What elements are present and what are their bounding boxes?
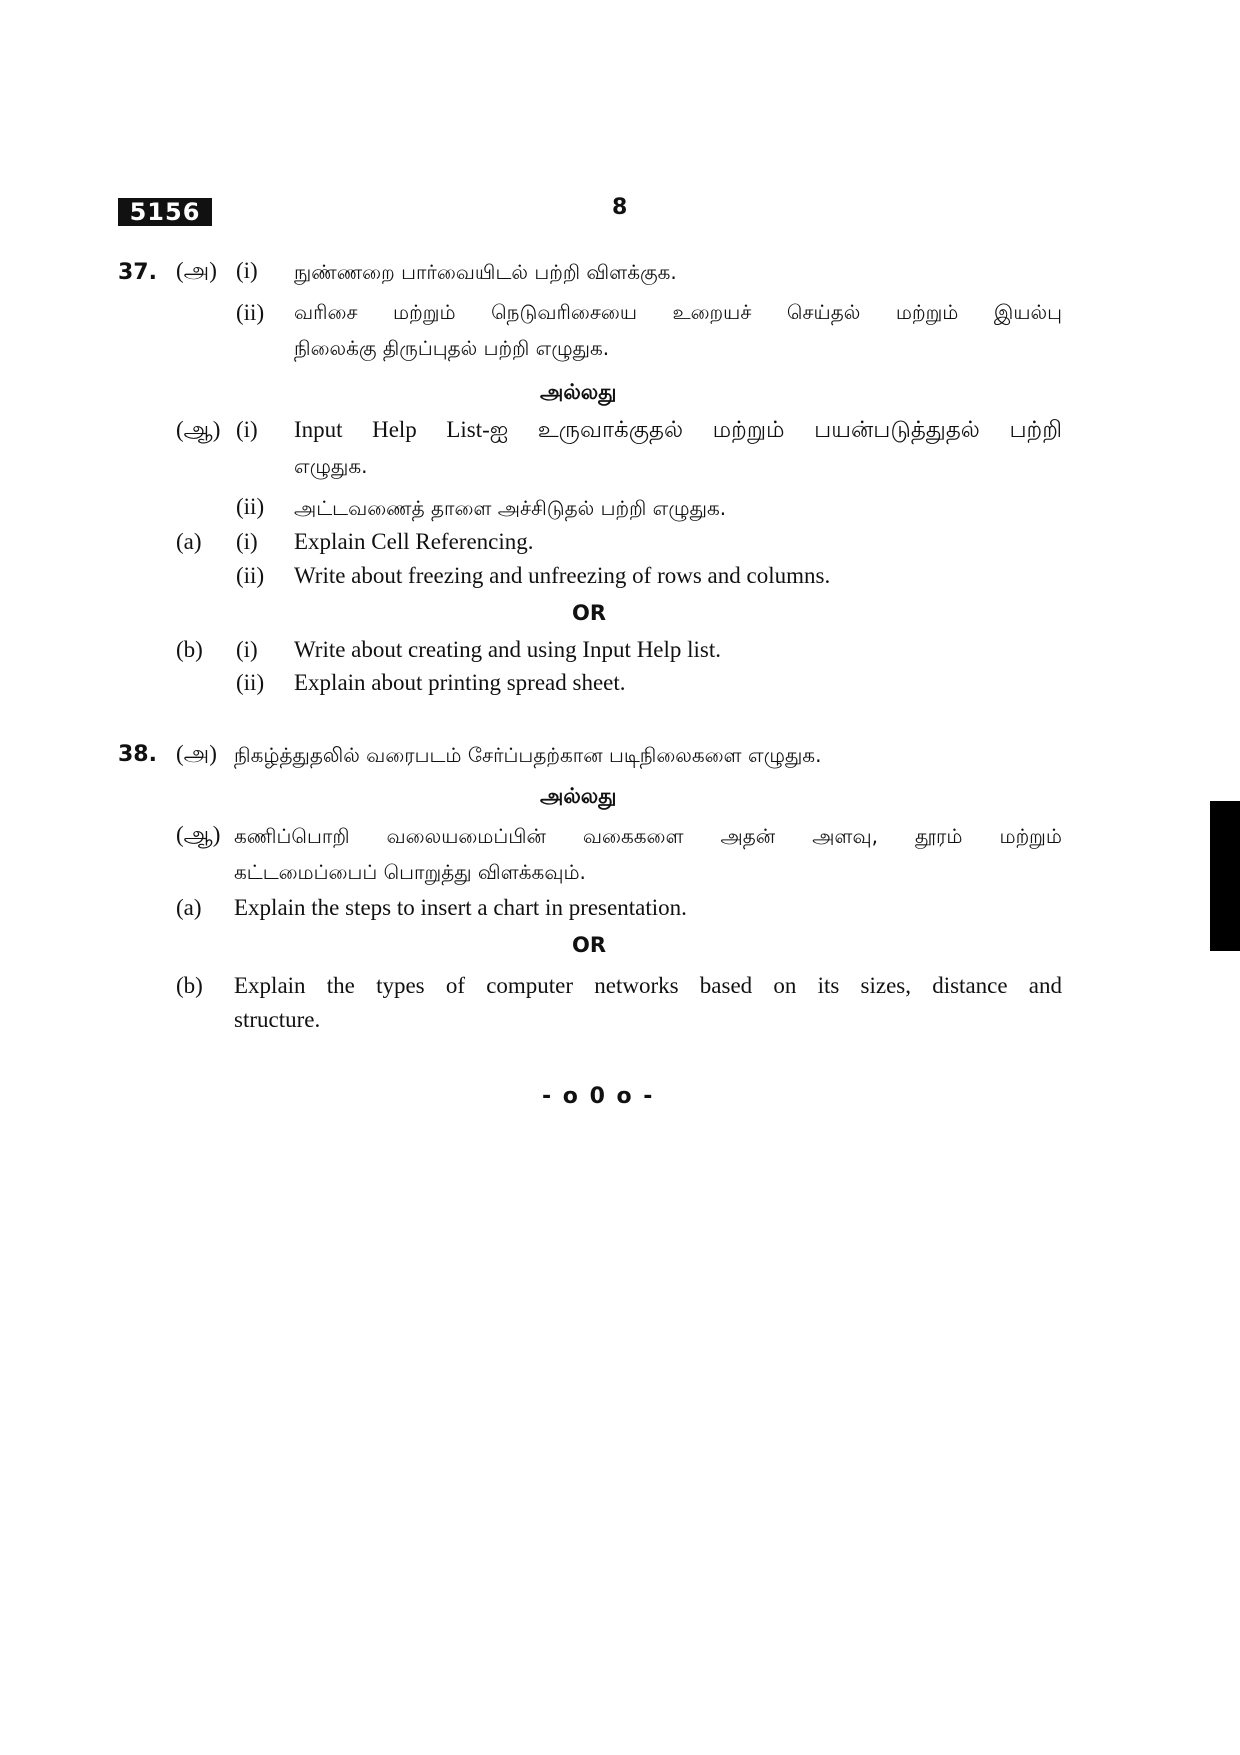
q37-or-ta: அல்லது <box>540 380 617 404</box>
q37-a-ta-ii-label: (ii) <box>236 300 265 325</box>
q37-b-en-ii-text: Explain about printing spread sheet. <box>294 670 626 695</box>
q37-b-en-i-label: (i) <box>236 637 258 662</box>
q37-b-ta-i-line2: எழுதுக. <box>294 454 368 478</box>
q37-b-ta-ii-label: (ii) <box>236 494 265 519</box>
q37-a-en-label: (a) <box>176 529 202 554</box>
question-37-number: 37. <box>118 260 157 285</box>
q37-or-en: OR <box>572 601 607 625</box>
question-38-number: 38. <box>118 742 157 767</box>
page-number: 8 <box>612 195 628 220</box>
end-of-paper-mark: - o 0 o - <box>542 1084 655 1109</box>
q37-a-ta-i-label: (i) <box>236 258 258 283</box>
q37-a-en-ii-label: (ii) <box>236 563 265 588</box>
q37-a-en-i-label: (i) <box>236 529 258 554</box>
q37-a-en-i-text: Explain Cell Referencing. <box>294 529 534 554</box>
q37-b-ta-ii-text: அட்டவணைத் தாளை அச்சிடுதல் பற்றி எழுதுக. <box>294 496 727 520</box>
q37-b-ta-label: (ஆ) <box>176 417 221 442</box>
q38-a-en-label: (a) <box>176 895 202 920</box>
q38-or-ta: அல்லது <box>540 784 617 808</box>
q37-a-ta-ii-line2: நிலைக்கு திருப்புதல் பற்றி எழுதுக. <box>294 336 610 360</box>
q38-b-en-line1: Explain the types of computer networks based on its sizes, distance and <box>234 973 1062 998</box>
q38-a-ta-label: (அ) <box>176 741 217 766</box>
page-edge-marker <box>1210 801 1240 951</box>
q38-b-ta-line1: கணிப்பொறி வலையமைப்பின் வகைகளை அதன் அளவு, தூரம் மற்றும் <box>234 824 1062 848</box>
q37-a-en-ii-text: Write about freezing and unfreezing of rows and columns. <box>294 563 831 588</box>
q37-a-ta-ii-line1: வரிசை மற்றும் நெடுவரிசையை உறையச் செய்தல் மற்றும் இயல்பு <box>294 300 1062 324</box>
q38-b-en-label: (b) <box>176 973 203 998</box>
q37-b-en-ii-label: (ii) <box>236 670 265 695</box>
q37-b-en-label: (b) <box>176 637 203 662</box>
q37-b-ta-i-label: (i) <box>236 417 258 442</box>
q38-a-ta-text: நிகழ்த்துதலில் வரைபடம் சேர்ப்பதற்கான படிநிலைகளை எழுதுக. <box>234 743 822 767</box>
paper-code-badge: 5156 <box>118 198 212 226</box>
q38-b-ta-label: (ஆ) <box>176 822 221 847</box>
q38-a-en-text: Explain the steps to insert a chart in presentation. <box>234 895 687 920</box>
q38-or-en: OR <box>572 933 607 957</box>
q38-b-ta-line2: கட்டமைப்பைப் பொறுத்து விளக்கவும். <box>234 860 586 884</box>
q37-a-ta-label: (அ) <box>176 258 217 283</box>
q38-b-en-line2: structure. <box>234 1007 321 1032</box>
q37-b-en-i-text: Write about creating and using Input Help list. <box>294 637 722 662</box>
q37-a-ta-i-text: நுண்ணறை பார்வையிடல் பற்றி விளக்குக. <box>294 260 677 284</box>
q37-b-ta-i-line1: Input Help List-ஐ உருவாக்குதல் மற்றும் பயன்படுத்துதல் பற்றி <box>294 417 1062 442</box>
